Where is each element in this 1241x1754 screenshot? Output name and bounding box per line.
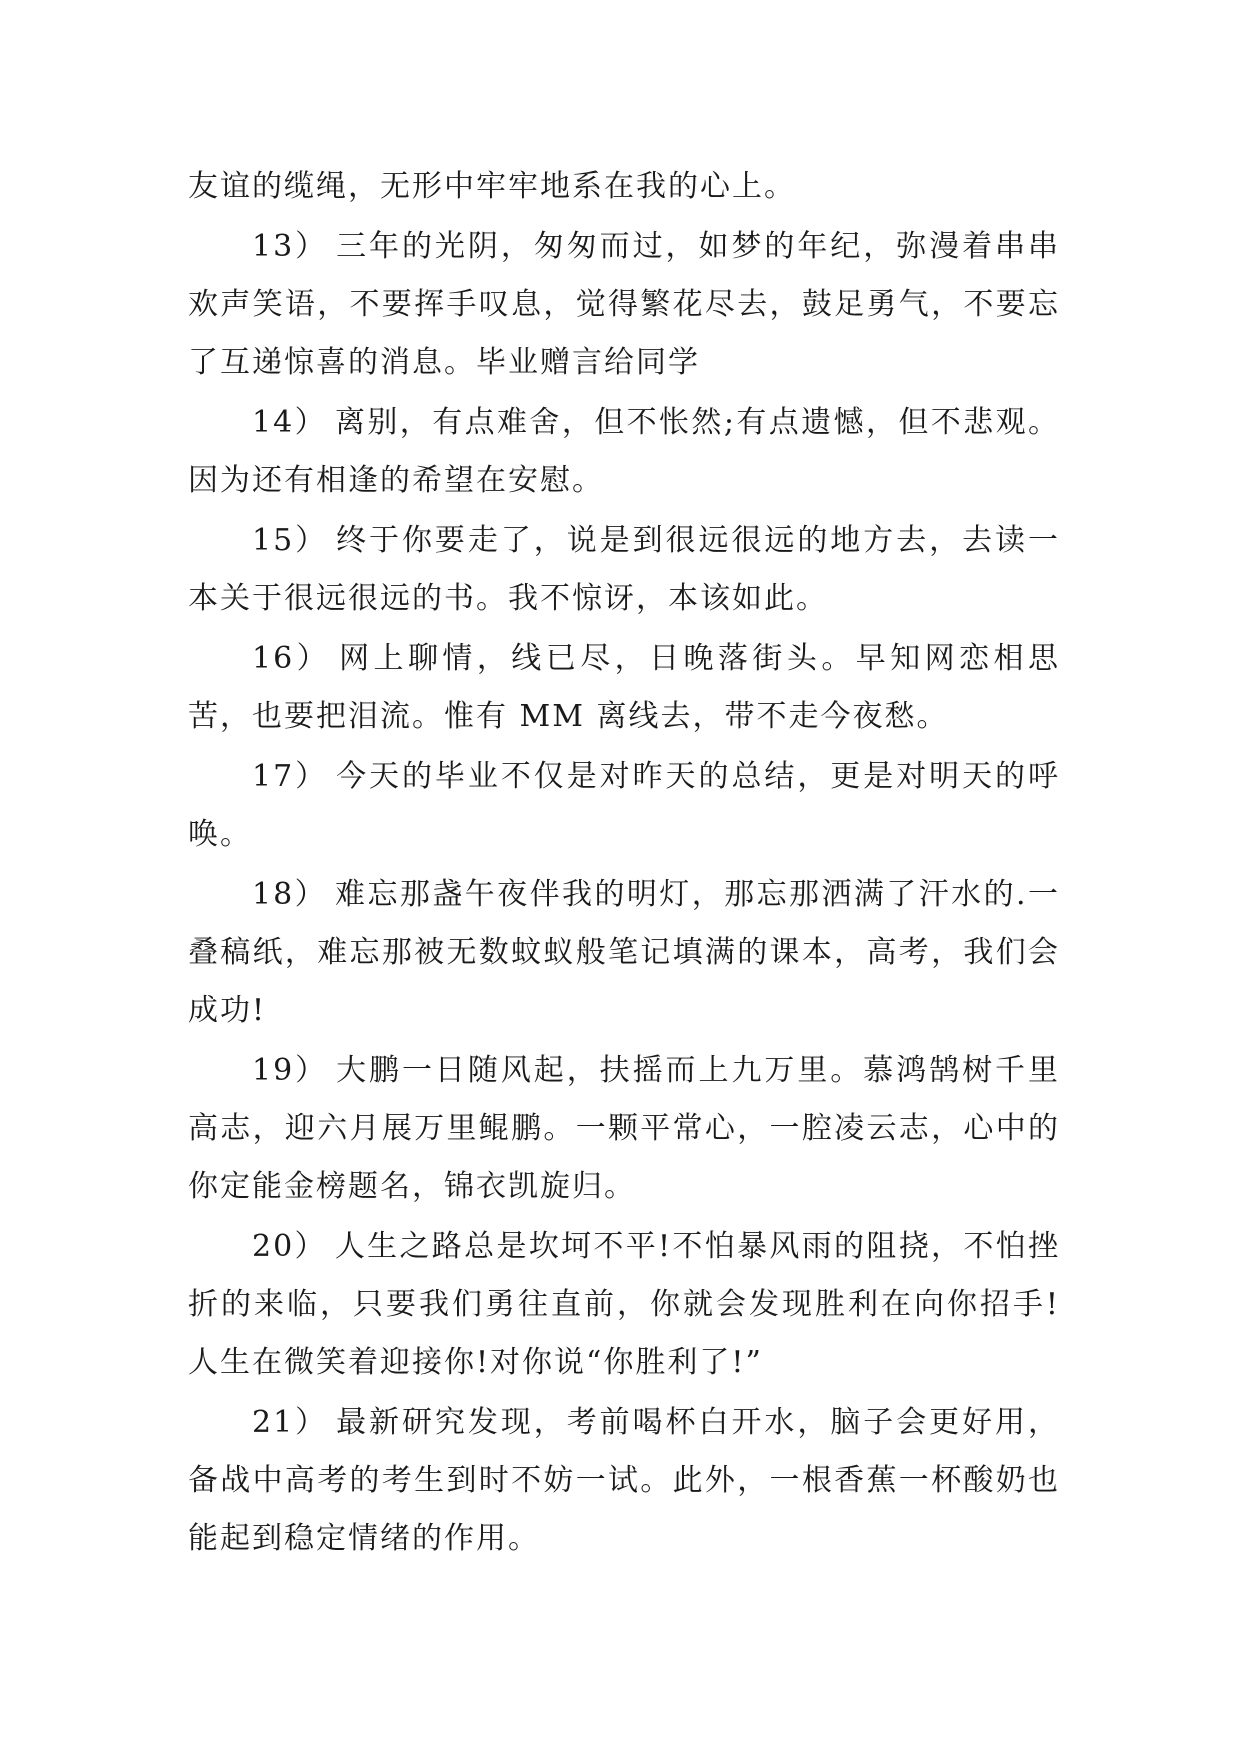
paragraph-text: 友谊的缆绳，无形中牢牢地系在我的心上。: [188, 169, 796, 204]
paragraph-text: 终于你要走了，说是到很远很远的地方去，去读一本关于很远很远的书。我不惊讶，本该如此。: [188, 523, 1060, 616]
document-body: [188, 158, 1060, 1570]
paragraph-number: 16）: [252, 641, 332, 676]
paragraph-text: 最新研究发现，考前喝杯白开水，脑子会更好用，备战中高考的考生到时不妨一试。此外，一根香蕉一杯酸奶也能起到稳定情绪的作用。: [188, 1405, 1060, 1556]
paragraph-number: 21）: [252, 1405, 329, 1440]
paragraph-number: 13）: [252, 229, 329, 264]
paragraph-17: [188, 748, 1060, 864]
paragraph-16: [188, 630, 1060, 746]
paragraph-text: 今天的毕业不仅是对昨天的总结，更是对明天的呼唤。: [188, 759, 1060, 852]
paragraph-number: 14）: [252, 405, 327, 440]
paragraph-14: [188, 394, 1060, 510]
paragraph-number: 18）: [252, 877, 328, 912]
paragraph-text: 人生之路总是坎坷不平!不怕暴风雨的阻挠，不怕挫折的来临，只要我们勇往直前，你就会发现胜利在向你招手!人生在微笑着迎接你!对你说“你胜利了!”: [188, 1229, 1060, 1380]
paragraph-number: 15）: [252, 523, 329, 558]
paragraph-text: 网上聊情，线已尽，日晚落街头。早知网恋相思苦，也要把泪流。惟有 MM 离线去，带不走今夜愁。: [188, 641, 1060, 734]
paragraph-15: [188, 512, 1060, 628]
paragraph-19: [188, 1042, 1060, 1216]
paragraph-number: 20）: [252, 1229, 327, 1264]
paragraph-21: [188, 1394, 1060, 1568]
paragraph-number: 19）: [252, 1053, 329, 1088]
paragraph-continuation: [188, 158, 1060, 216]
paragraph-text: 离别，有点难舍，但不怅然;有点遗憾，但不悲观。因为还有相逢的希望在安慰。: [188, 405, 1060, 498]
paragraph-text: 三年的光阴，匆匆而过，如梦的年纪，弥漫着串串欢声笑语，不要挥手叹息，觉得繁花尽去，鼓足勇气，不要忘了互递惊喜的消息。毕业赠言给同学: [188, 229, 1060, 380]
paragraph-number: 17）: [252, 759, 329, 794]
paragraph-text: 难忘那盏午夜伴我的明灯，那忘那洒满了汗水的.一叠稿纸，难忘那被无数蚊蚁般笔记填满的课本，高考，我们会成功!: [188, 877, 1060, 1028]
paragraph-20: [188, 1218, 1060, 1392]
paragraph-18: [188, 866, 1060, 1040]
paragraph-13: [188, 218, 1060, 392]
paragraph-text: 大鹏一日随风起，扶摇而上九万里。慕鸿鹄树千里高志，迎六月展万里鲲鹏。一颗平常心，一腔凌云志，心中的你定能金榜题名，锦衣凯旋归。: [188, 1053, 1060, 1204]
